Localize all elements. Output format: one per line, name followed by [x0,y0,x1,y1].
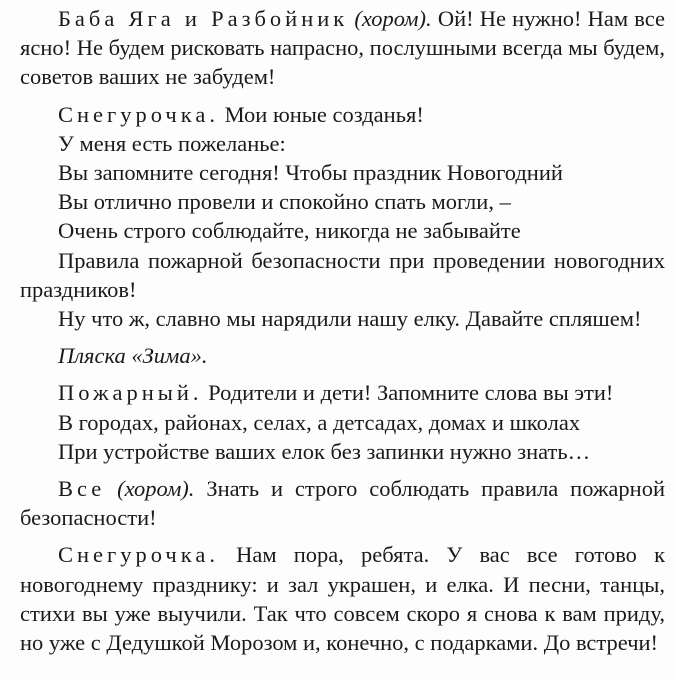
speaker-name: Снегурочка. [58,542,219,568]
dialogue-baba-yaga-robber [20,4,665,92]
dialogue-text: Знать и строго соблюдать правила пожарной безопасности! [20,476,665,531]
dialogue-firefighter [20,378,665,466]
verse-line: У меня есть пожеланье: [58,130,286,156]
verse-line: Вы отлично провели и спокойно спать могли, – [58,189,511,215]
dialogue-text: Нам пора, ребята. У вас все готово к новогоднему празднику: и зал украшен, и елка. И песни, танцы, стихи вы уже выучили. Так что совсем скоро я снова к вам приду, но уже с Дедушкой Морозом и, конечно, с подарками. До встречи! [20,542,665,656]
verse-line [20,378,665,407]
verse-line [20,100,665,129]
dialogue-line: Мои юные созданья! [224,101,424,127]
speaker-name: Пожарный. [58,380,203,406]
dialogue-all [20,474,665,532]
dialogue-text: Ой! Не нужно! Нам все ясно! Не будем рисковать напрасно, послушными всегда мы будем, советов ваших не забудем! [20,6,666,90]
speaker-name: Баба Яга и Разбойник [58,6,349,31]
verse-line: Очень строго соблюдайте, никогда не забывайте [58,218,521,244]
speaker-name: Снегурочка. [58,101,219,127]
dialogue-snegurochka-1 [20,100,665,334]
stage-direction: (хором). [117,476,195,502]
dialogue-snegurochka-2 [20,540,665,657]
verse-line: Вы запомните сегодня! Чтобы праздник Новогодний [58,160,563,186]
verse-line: Правила пожарной безопасности при проведении новогодних праздников! [20,247,665,302]
stage-remark: Пляска «Зима». [58,343,208,369]
verse-line: Ну что ж, славно мы нарядили нашу елку. Давайте спляшем! [58,306,642,332]
dialogue-line: Родители и дети! Запомните слова вы эти! [208,380,614,406]
verse-line: В городах, районах, селах, а детсадах, домах и школах [58,409,581,435]
play-script-text [20,4,665,657]
speaker-name: Все [58,476,106,502]
verse-line: При устройстве ваших елок без запинки нужно знать… [58,438,591,464]
stage-direction: (хором). [354,6,432,31]
